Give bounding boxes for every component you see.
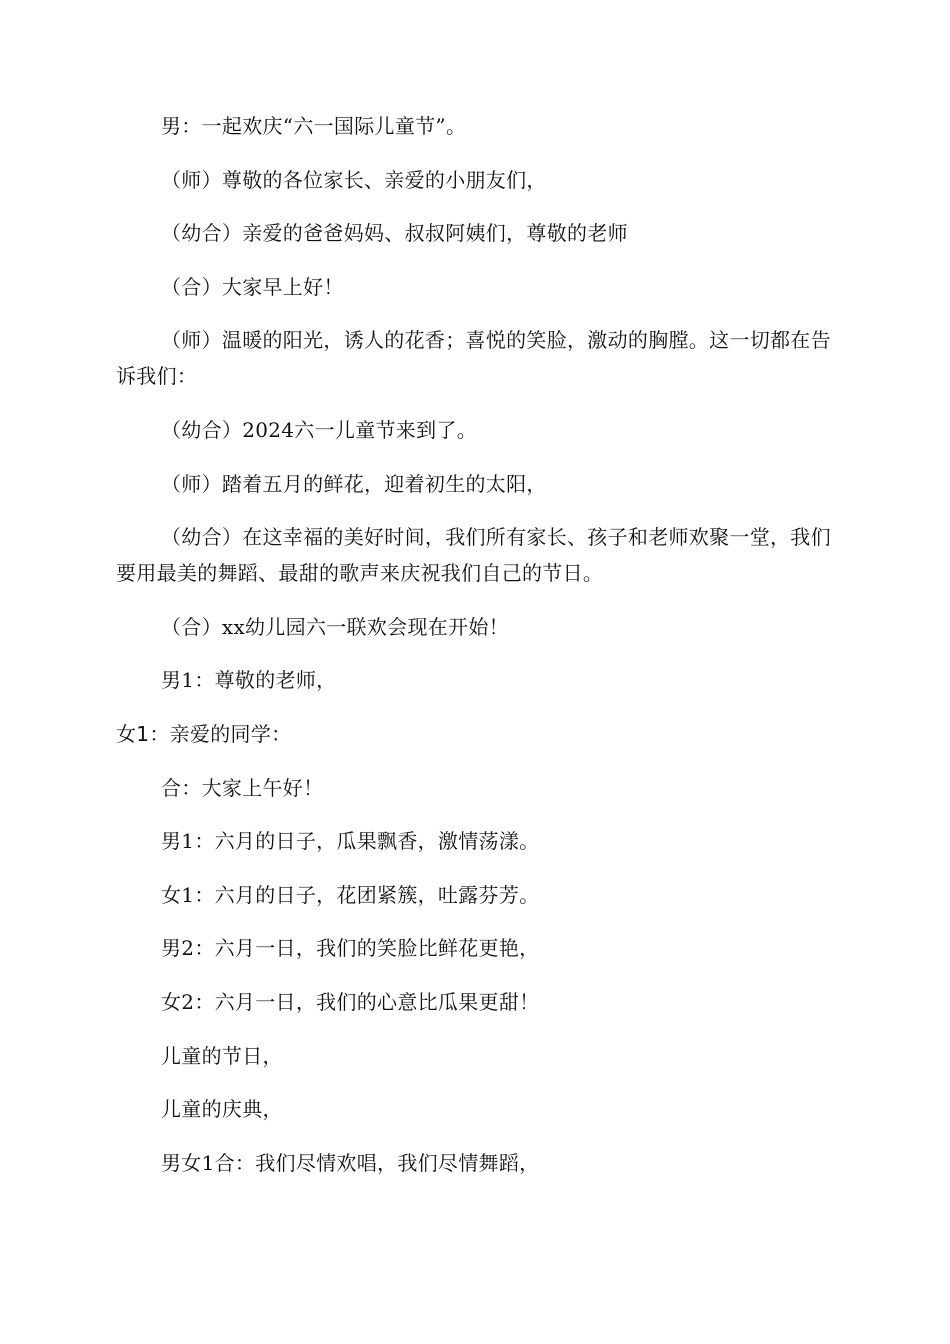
paragraph: 男1：六月的日子，瓜果飘香，激情荡漾。	[161, 829, 540, 854]
paragraph: 儿童的节日，	[161, 1043, 283, 1068]
paragraph: 男2：六月一日，我们的笑脸比鲜花更艳，	[161, 936, 540, 961]
paragraph: 男1：尊敬的老师，	[161, 668, 337, 693]
paragraph: （幼合）亲爱的爸爸妈妈、叔叔阿姨们，尊敬的老师	[161, 221, 628, 246]
paragraph: 男：一起欢庆“六一国际儿童节”。	[161, 114, 467, 138]
document-body	[116, 108, 836, 1198]
paragraph: （合）xx幼儿园六一联欢会现在开始！	[161, 614, 509, 639]
paragraph: 男女1合：我们尽情欢唱，我们尽情舞蹈，	[161, 1150, 540, 1175]
paragraph: 女1：亲爱的同学：	[116, 721, 292, 746]
paragraph: 合：大家上午好！	[161, 775, 324, 800]
paragraph: （师）温暖的阳光，诱人的花香；喜悦的笑脸，激动的胸膛。这一切都在告诉我们：	[116, 328, 831, 389]
paragraph: 儿童的庆典，	[161, 1097, 283, 1122]
paragraph: （幼合）2024六一儿童节来到了。	[161, 417, 477, 442]
paragraph: （师）尊敬的各位家长、亲爱的小朋友们，	[161, 167, 547, 192]
paragraph: 女2：六月一日，我们的心意比瓜果更甜！	[161, 989, 540, 1014]
paragraph: （幼合）在这幸福的美好时间，我们所有家长、孩子和老师欢聚一堂，我们要用最美的舞蹈、最甜的歌声来庆祝我们自己的节日。	[116, 525, 831, 586]
paragraph: （合）大家早上好！	[161, 274, 344, 299]
paragraph: 女1：六月的日子，花团紧簇，吐露芬芳。	[161, 882, 540, 907]
paragraph: （师）踏着五月的鲜花，迎着初生的太阳，	[161, 471, 547, 496]
